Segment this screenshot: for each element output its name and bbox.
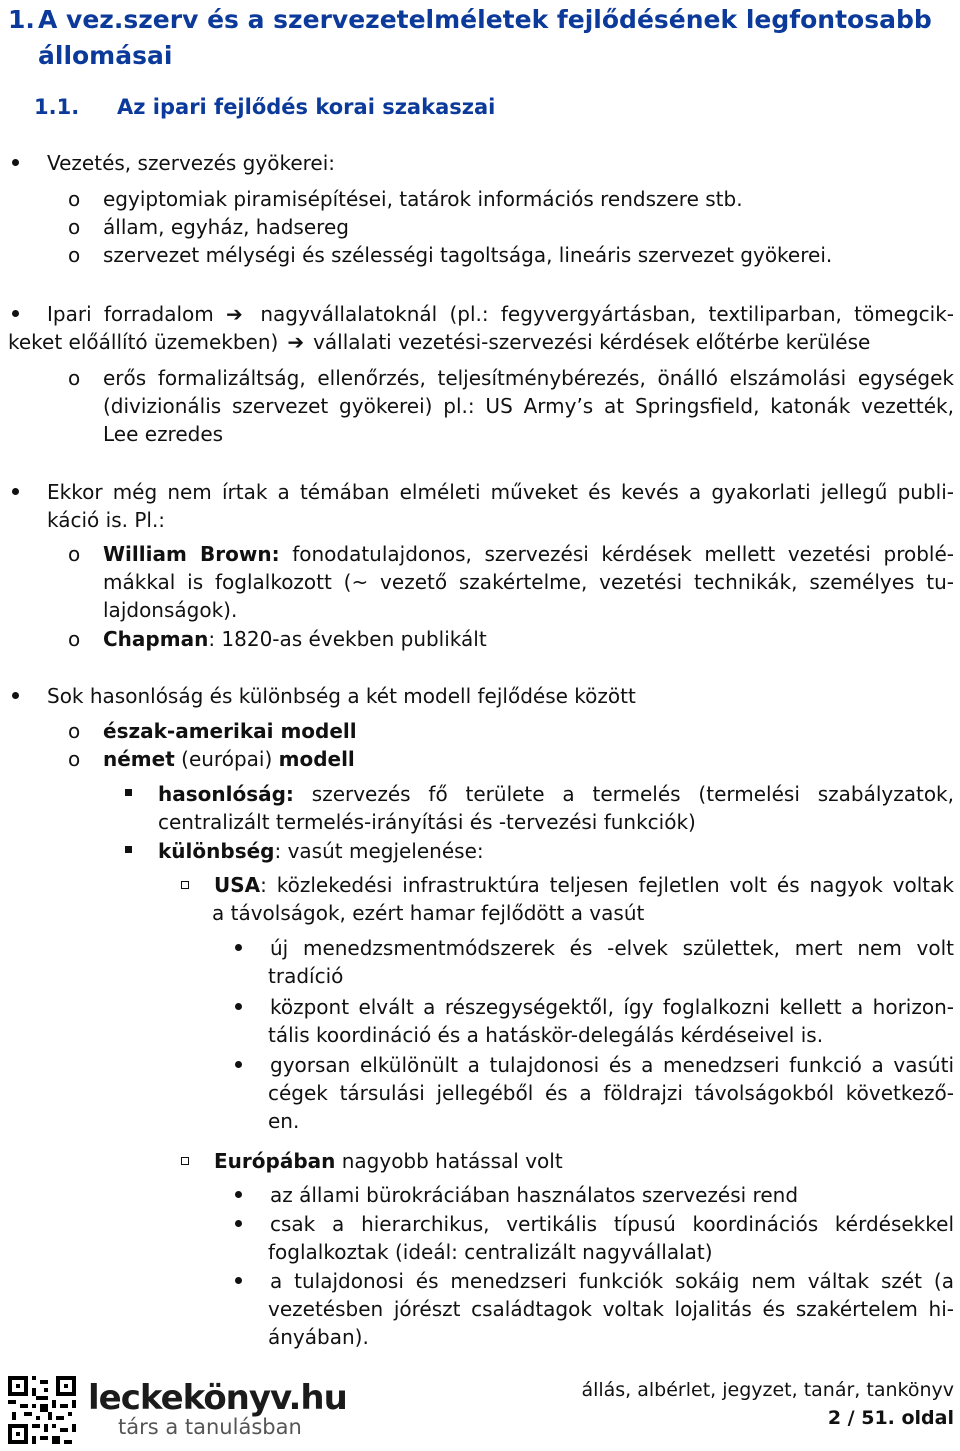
level5-item-continuation: vezetésben jórészt családtagok voltak lojalitás és szakértelem hi-: [268, 1297, 954, 1321]
sub-sub-item: [158, 780, 954, 808]
hollow-square-bullet-icon: [181, 881, 189, 889]
circle-bullet-icon: o: [68, 627, 81, 651]
sub-item: [103, 540, 954, 568]
text-span: nagyobb hatással volt: [335, 1149, 563, 1173]
model-name: észak-amerikai modell: [103, 719, 357, 743]
circle-bullet-icon: o: [68, 747, 81, 771]
circle-bullet-icon: o: [68, 243, 81, 267]
level5-item: csak a hierarchikus, vertikális típusú koordinációs kérdésekkel: [270, 1212, 954, 1236]
sub-item: [103, 745, 355, 773]
level5-item: gyorsan elkülönült a tulajdonosi és a menedzseri funkció a vasúti: [270, 1053, 954, 1077]
level5-item-continuation: tradíció: [268, 964, 344, 988]
term-label: hasonlóság:: [158, 782, 294, 806]
bullet-text: [47, 300, 954, 328]
text-span: nagyvállalatoknál (pl.: fegyvergyártásban, textiliparban, tömegcik-: [260, 302, 955, 326]
site-tagline: társ a tanulásban: [118, 1415, 302, 1439]
sub-item-continuation: (divizionális szervezet gyökerei) pl.: US Army’s at Springsfield, katonák vezették,: [103, 394, 954, 418]
person-name: William Brown:: [103, 542, 280, 566]
level4-item-continuation: a távolságok, ezért hamar fejlődött a vasút: [212, 901, 645, 925]
circle-bullet-icon: o: [68, 366, 81, 390]
level5-item: az állami bürokráciában használatos szervezési rend: [270, 1183, 799, 1207]
level5-item-continuation: en.: [268, 1109, 300, 1133]
level5-item: központ elvált a részegységektől, így foglalkozni kellett a horizon-: [270, 995, 954, 1019]
bullet-dot-icon: [235, 1277, 242, 1284]
bullet-dot-icon: [235, 1191, 242, 1198]
bullet-text-continuation: [8, 328, 870, 356]
level5-item-continuation: cégek társulási jellegéből és a földrajzi távolságokból következő-: [268, 1081, 954, 1105]
chapter-title-line2: állomásai: [38, 41, 173, 70]
model-name: német: [103, 747, 175, 771]
bullet-dot-icon: [235, 1220, 242, 1227]
right-arrow-icon: ➔: [287, 330, 305, 354]
person-name: Chapman: [103, 627, 209, 651]
site-logo[interactable]: leckekönyv.hu: [88, 1378, 347, 1418]
page-number: 2 / 51. oldal: [827, 1407, 954, 1429]
text-span: vállalati vezetési-szervezési kérdések előtérbe kerülése: [313, 330, 871, 354]
footer-branding: [8, 1376, 408, 1446]
square-bullet-icon: [125, 846, 132, 853]
level4-item: [214, 871, 954, 899]
level5-item-continuation: tális koordináció és a hatáskör-delegálás kérdéseivel is.: [268, 1023, 824, 1047]
square-bullet-icon: [125, 789, 132, 796]
sub-item-continuation: mákkal is foglalkozott (~ vezető szakértelme, vezetési technikák, személyes tu-: [103, 570, 954, 594]
circle-bullet-icon: o: [68, 187, 81, 211]
term-label: különbség: [158, 839, 275, 863]
text-span: : közlekedési infrastruktúra teljesen fejletlen volt és nagyok voltak: [260, 873, 954, 897]
right-arrow-icon: ➔: [226, 302, 243, 326]
hollow-square-bullet-icon: [181, 1157, 189, 1165]
footer-info: [581, 1376, 954, 1432]
bullet-dot-icon: [12, 310, 19, 317]
section-heading: [34, 92, 495, 122]
bullet-text: Sok hasonlóság és különbség a két modell fejlődése között: [47, 684, 636, 708]
text-span: (európai): [174, 747, 279, 771]
circle-bullet-icon: o: [68, 719, 81, 743]
bullet-text: Ekkor még nem írtak a témában elméleti műveket és kevés a gyakorlati jellegű publi-: [47, 480, 954, 504]
bullet-dot-icon: [235, 1061, 242, 1068]
sub-item: szervezet mélységi és szélességi tagoltsága, lineáris szervezet gyökerei.: [103, 243, 833, 267]
level5-item-continuation: ányában).: [268, 1325, 369, 1349]
chapter-title-line1: A vez.szerv és a szervezetelméletek fejlődésének legfontosabb: [38, 5, 932, 34]
sub-item-continuation: lajdonságok).: [103, 598, 238, 622]
text-span: keket előállító üzemekben): [8, 330, 279, 354]
term-label: USA: [214, 873, 261, 897]
text-span: : vasút megjelenése:: [274, 839, 484, 863]
text-span: Ipari forradalom: [47, 302, 214, 326]
bullet-dot-icon: [12, 488, 19, 495]
chapter-number: 1.: [8, 5, 35, 34]
bullet-text: Vezetés, szervezés gyökerei:: [47, 151, 336, 175]
section-title: Az ipari fejlődés korai szakaszai: [117, 95, 496, 119]
bullet-text-continuation: káció is. Pl.:: [47, 508, 166, 532]
sub-sub-item-continuation: centralizált termelés-irányítási és -tervezési funkciók): [158, 810, 696, 834]
model-name: modell: [278, 747, 355, 771]
text-span: fonodatulajdonos, szervezési kérdések mellett vezetési problé-: [279, 542, 955, 566]
text-span: szervezés fő területe a termelés (termelési szabályzatok,: [293, 782, 954, 806]
sub-item: [103, 625, 487, 653]
circle-bullet-icon: o: [68, 215, 81, 239]
qr-code-icon[interactable]: [8, 1376, 76, 1444]
bullet-dot-icon: [235, 1003, 242, 1010]
text-span: : 1820-as években publikált: [208, 627, 487, 651]
chapter-heading: [8, 2, 953, 74]
section-number: 1.1.: [34, 95, 80, 119]
level5-item-continuation: foglalkoztak (ideál: centralizált nagyvállalat): [268, 1240, 713, 1264]
sub-item-continuation: Lee ezredes: [103, 422, 224, 446]
level5-item: új menedzsmentmódszerek és -elvek születtek, mert nem volt: [270, 936, 954, 960]
sub-item: egyiptomiak piramisépítései, tatárok információs rendszere stb.: [103, 187, 743, 211]
level5-item: a tulajdonosi és menedzseri funkciók sokáig nem váltak szét (a: [270, 1269, 954, 1293]
term-label: Európában: [214, 1149, 336, 1173]
sub-item: erős formalizáltság, ellenőrzés, teljesítménybérezés, önálló elszámolási egységek: [103, 366, 954, 390]
sub-item: állam, egyház, hadsereg: [103, 215, 349, 239]
footer-keywords: állás, albérlet, jegyzet, tanár, tankönyv: [581, 1379, 954, 1401]
level4-item: [214, 1147, 563, 1175]
circle-bullet-icon: o: [68, 542, 81, 566]
bullet-dot-icon: [12, 159, 19, 166]
bullet-dot-icon: [235, 944, 242, 951]
sub-item: [103, 717, 357, 745]
bullet-dot-icon: [12, 692, 19, 699]
sub-sub-item: [158, 837, 484, 865]
